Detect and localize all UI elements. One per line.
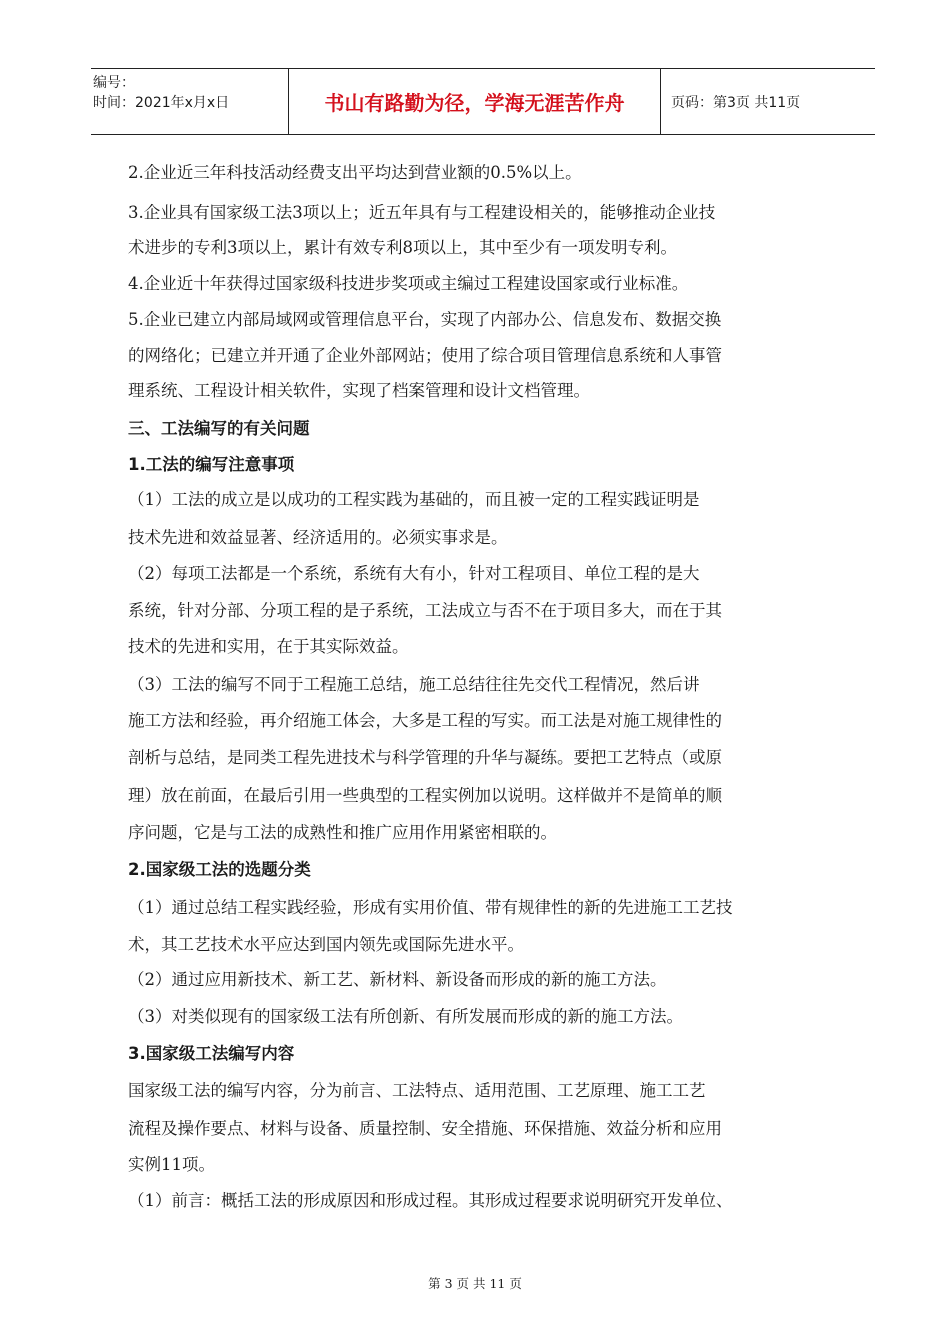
section-heading: 三、工法编写的有关问题	[128, 419, 310, 438]
section-heading: 3.国家级工法编写内容	[128, 1044, 295, 1063]
body-text-line: （1）通过总结工程实践经验，形成有实用价值、带有规律性的新的先进施工工艺技	[128, 898, 733, 917]
header-time-label: 时间：2021年x月x日	[93, 95, 230, 111]
body-text-line: 系统，针对分部、分项工程的是子系统，工法成立与否不在于项目多大，而在于其	[128, 601, 722, 620]
body-text-line: 理系统、工程设计相关软件，实现了档案管理和设计文档管理。	[128, 381, 590, 400]
header-motto: 书山有路勤为径，学海无涯苦作舟	[289, 69, 661, 134]
header-meta	[91, 69, 289, 134]
body-text-line: 剖析与总结，是同类工程先进技术与科学管理的升华与凝练。要把工艺特点（或原	[128, 748, 722, 767]
body-text-line: 术，其工艺技术水平应达到国内领先或国际先进水平。	[128, 935, 524, 954]
body-text-line: 2.企业近三年科技活动经费支出平均达到营业额的0.5%以上。	[128, 163, 582, 182]
body-text-line: 术进步的专利3项以上，累计有效专利8项以上，其中至少有一项发明专利。	[128, 238, 677, 257]
body-text-line: 4.企业近十年获得过国家级科技进步奖项或主编过工程建设国家或行业标准。	[128, 274, 689, 293]
body-text-line: （2）通过应用新技术、新工艺、新材料、新设备而形成的新的施工方法。	[128, 970, 667, 989]
body-text-line: 技术先进和效益显著、经济适用的。必须实事求是。	[128, 528, 508, 547]
body-text-line: 实例11项。	[128, 1155, 215, 1174]
body-text-line: 序问题，它是与工法的成熟性和推广应用作用紧密相联的。	[128, 823, 557, 842]
body-text-line: （3）对类似现有的国家级工法有所创新、有所发展而形成的新的施工方法。	[128, 1007, 683, 1026]
page-header	[91, 68, 875, 135]
header-page-label: 页码：第3页 共11页	[671, 94, 801, 111]
body-text-line: 5.企业已建立内部局域网或管理信息平台，实现了内部办公、信息发布、数据交换	[128, 310, 722, 329]
body-text-line: （2）每项工法都是一个系统，系统有大有小，针对工程项目、单位工程的是大	[128, 564, 700, 583]
body-text-line: 3.企业具有国家级工法3项以上；近五年具有与工程建设相关的，能够推动企业技	[128, 203, 716, 222]
body-text-line: 流程及操作要点、材料与设备、质量控制、安全措施、环保措施、效益分析和应用	[128, 1119, 722, 1138]
body-text-line: 国家级工法的编写内容，分为前言、工法特点、适用范围、工艺原理、施工工艺	[128, 1081, 706, 1100]
body-text-line: 施工方法和经验，再介绍施工体会，大多是工程的写实。而工法是对施工规律性的	[128, 711, 722, 730]
section-heading: 2.国家级工法的选题分类	[128, 860, 311, 879]
body-text-line: 技术的先进和实用，在于其实际效益。	[128, 637, 409, 656]
body-text-line: 的网络化；已建立并开通了企业外部网站；使用了综合项目管理信息系统和人事管	[128, 346, 722, 365]
body-text-line: 理）放在前面，在最后引用一些典型的工程实例加以说明。这样做并不是简单的顺	[128, 786, 722, 805]
header-number-label: 编号：	[93, 75, 135, 91]
section-heading: 1.工法的编写注意事项	[128, 455, 295, 474]
body-text-line: （3）工法的编写不同于工程施工总结，施工总结往往先交代工程情况，然后讲	[128, 675, 700, 694]
body-text-line: （1）工法的成立是以成功的工程实践为基础的，而且被一定的工程实践证明是	[128, 490, 700, 509]
body-text-line: （1）前言：概括工法的形成原因和形成过程。其形成过程要求说明研究开发单位、	[128, 1191, 733, 1210]
page-footer: 第 3 页 共 11 页	[428, 1276, 522, 1291]
